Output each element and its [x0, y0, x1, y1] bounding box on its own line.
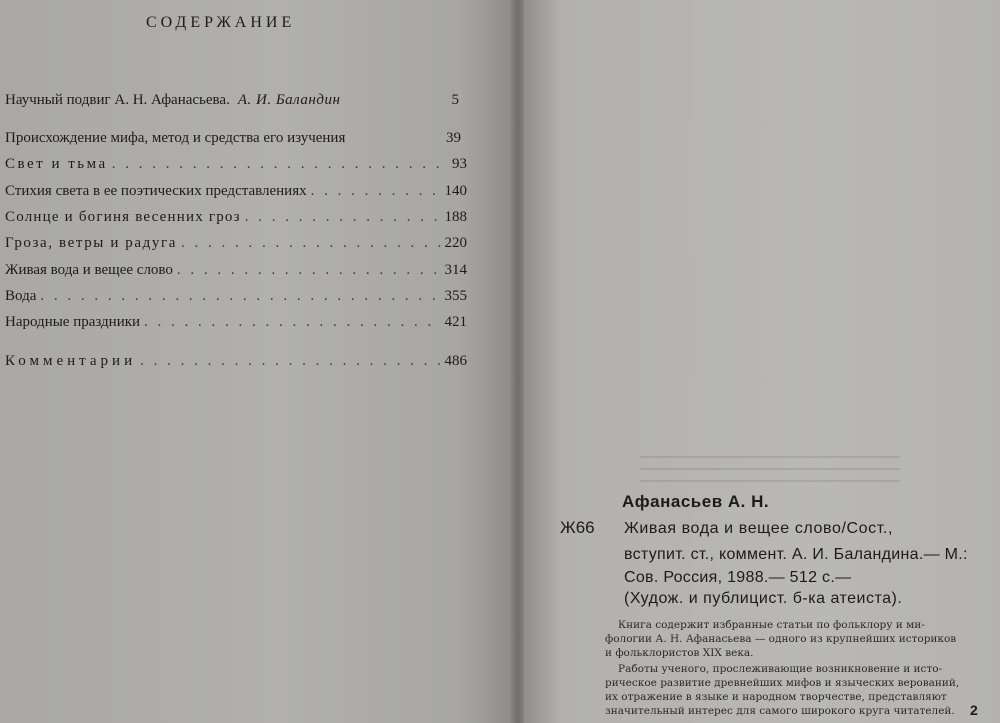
toc-entry-page: 93 [452, 156, 467, 172]
library-stamp [640, 452, 900, 492]
toc-entry-title: Живая вода и вещее слово [5, 262, 173, 278]
annotation-line: Работы ученого, прослеживающие возникновение и исто- [618, 663, 943, 675]
toc-entry [5, 92, 467, 112]
toc-entry-page: 5 [451, 92, 459, 108]
toc-leader-dots [140, 353, 440, 370]
toc-entry [5, 235, 467, 255]
toc-leader-dots [311, 183, 441, 200]
toc-entry [5, 314, 467, 334]
toc-entry-author: А. И. Баландин [237, 92, 341, 108]
toc-entry-page: 355 [444, 288, 467, 304]
bibliographic-author: Афанасьев А. Н. [622, 492, 770, 511]
toc-title: СОДЕРЖАНИЕ [146, 14, 296, 31]
toc-leader-dots [245, 209, 441, 226]
toc-entry-title: Комментарии [5, 353, 137, 369]
toc-leader-dots [181, 235, 440, 252]
annotation-line: фологии А. Н. Афанасьева — одного из крупнейших историков [605, 633, 957, 645]
annotation-line: значительный интерес для самого широкого круга читателей. [605, 705, 955, 717]
toc-entry-page: 140 [444, 183, 467, 199]
toc-entry-page: 39 [446, 130, 461, 146]
bibliographic-description-line: (Худож. и публицист. б-ка атеиста). [624, 590, 903, 607]
toc-entry [5, 156, 467, 176]
bibliographic-description-line: Живая вода и вещее слово/Сост., [624, 520, 893, 537]
toc-entry-page: 421 [444, 314, 467, 330]
toc-leader-dots [112, 156, 448, 173]
toc-leader-dots [177, 262, 441, 279]
annotation-line: Книга содержит избранные статьи по фольклору и ми- [618, 619, 925, 631]
toc-entry-page: 188 [444, 209, 467, 225]
toc-entry-title: Происхождение мифа, метод и средства его изучения [5, 130, 346, 146]
toc-entry-page: 314 [444, 262, 467, 278]
toc-entry-title: Научный подвиг А. Н. Афанасьева. [5, 92, 230, 108]
toc-entry-title: Гроза, ветры и радуга [5, 235, 178, 251]
annotation-line: их отражение в языке и народном творчестве, представляют [605, 691, 947, 703]
toc-leader-dots [144, 314, 440, 331]
toc-entry-title: Народные праздники [5, 314, 141, 330]
annotation-line: и фольклористов XIX века. [605, 647, 754, 659]
toc-entry-title: Вода [5, 288, 37, 304]
toc-entry-title: Стихия света в ее поэтических представлениях [5, 183, 307, 199]
bibliographic-description-line: вступит. ст., коммент. А. И. Баландина.— М.: Сов. Россия, 1988.— 512 с.— [624, 546, 968, 586]
toc-entry-page: 486 [444, 353, 467, 369]
toc-entry-page: 220 [444, 235, 467, 251]
toc-entry [5, 262, 467, 282]
page-number: 2 [970, 702, 978, 718]
toc-entry [5, 130, 467, 150]
toc-entry-title: Солнце и богиня весенних гроз [5, 209, 241, 225]
toc-entry [5, 183, 467, 203]
library-classification-code: Ж66 [560, 518, 595, 537]
toc-entry [5, 353, 467, 373]
toc-entry [5, 288, 467, 308]
toc-leader-dots [40, 288, 440, 305]
right-page [524, 0, 1000, 723]
annotation-line: рическое развитие древнейших мифов и языческих верований, [605, 677, 960, 689]
toc-entry [5, 209, 467, 229]
toc-entry-title: Свет и тьма [5, 156, 108, 172]
